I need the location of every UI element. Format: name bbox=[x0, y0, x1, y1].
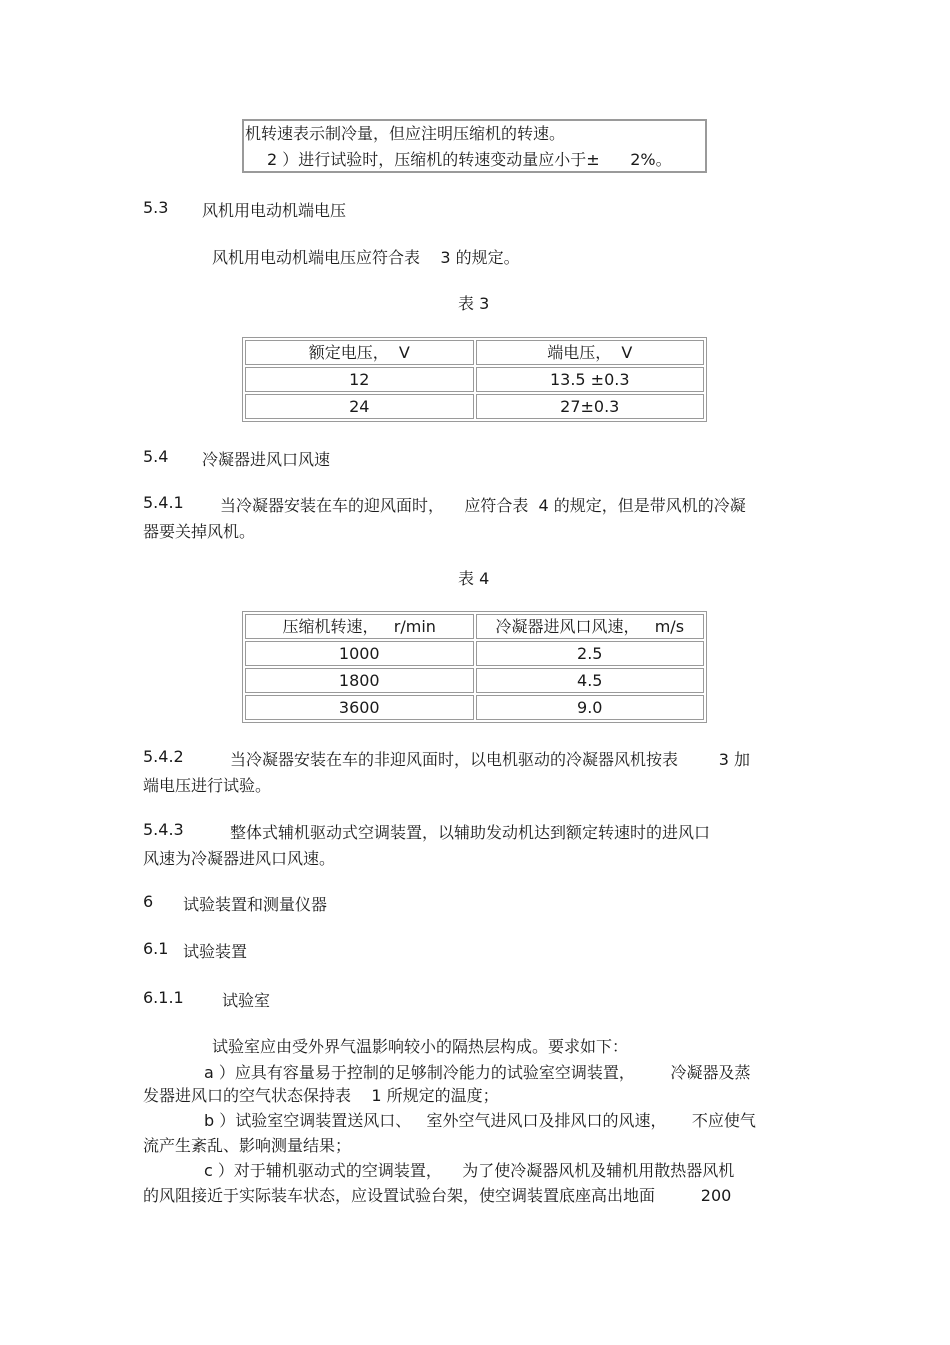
section-5-4-1-line-1: 当冷凝器安装在车的迎风面时， 应符合表 4 的规定，但是带风机的冷凝 bbox=[220, 496, 746, 515]
section-6-1-1-title: 试验室 bbox=[222, 991, 271, 1010]
table-4 bbox=[242, 611, 707, 723]
table-row bbox=[245, 695, 704, 720]
section-6-title: 试验装置和测量仪器 bbox=[183, 895, 328, 914]
table-row bbox=[245, 367, 704, 392]
table-row bbox=[245, 641, 704, 666]
section-5-4-1-line-2: 器要关掉风机。 bbox=[143, 522, 256, 541]
table-header-cell: 压缩机转速， r/min bbox=[245, 614, 474, 639]
section-6-1-1-number: 6.1.1 bbox=[143, 988, 184, 1007]
section-5-3-number: 5.3 bbox=[143, 198, 169, 217]
item-c-line-1: c ）对于辅机驱动式的空调装置， 为了使冷凝器风机及辅机用散热器风机 bbox=[204, 1161, 735, 1180]
section-5-3-title: 风机用电动机端电压 bbox=[202, 201, 347, 220]
table-3 bbox=[242, 337, 707, 422]
table-row bbox=[245, 340, 704, 365]
table-cell: 4.5 bbox=[476, 668, 705, 693]
table-header-cell: 额定电压， V bbox=[245, 340, 474, 365]
table-cell: 1800 bbox=[245, 668, 474, 693]
table-header-cell: 冷凝器进风口风速， m/s bbox=[476, 614, 705, 639]
item-b-line-2: 流产生紊乱、影响测量结果； bbox=[143, 1136, 352, 1155]
table-cell: 3600 bbox=[245, 695, 474, 720]
section-5-3-body: 风机用电动机端电压应符合表 3 的规定。 bbox=[212, 248, 520, 267]
item-b-line-1: b ）试验室空调装置送风口、 室外空气进风口及排风口的风速， 不应使气 bbox=[204, 1111, 756, 1130]
section-5-4-title: 冷凝器进风口风速 bbox=[202, 450, 331, 469]
table-row bbox=[245, 668, 704, 693]
section-5-4-3-line-2: 风速为冷凝器进风口风速。 bbox=[143, 849, 336, 868]
table-cell: 2.5 bbox=[476, 641, 705, 666]
section-5-4-1-number: 5.4.1 bbox=[143, 493, 184, 512]
table-cell: 9.0 bbox=[476, 695, 705, 720]
section-5-4-3-line-1: 整体式辅机驱动式空调装置，以辅助发动机达到额定转速时的进风口 bbox=[230, 823, 711, 842]
item-a-line-2: 发器进风口的空气状态保持表 1 所规定的温度； bbox=[143, 1086, 499, 1105]
table-cell: 24 bbox=[245, 394, 474, 419]
item-a-line-1: a ）应具有容量易于控制的足够制冷能力的试验室空调装置， 冷凝器及蒸 bbox=[204, 1063, 751, 1082]
section-6-number: 6 bbox=[143, 892, 154, 911]
section-6-1-number: 6.1 bbox=[143, 939, 169, 958]
table-cell: 1000 bbox=[245, 641, 474, 666]
section-5-4-2-line-2: 端电压进行试验。 bbox=[143, 776, 272, 795]
item-c-line-2: 的风阻接近于实际装车状态，应设置试验台架，使空调装置底座高出地面 200 bbox=[143, 1186, 732, 1205]
carry-over-line-1: 机转速表示制冷量，但应注明压缩机的转速。 bbox=[245, 124, 566, 143]
section-5-4-2-line-1: 当冷凝器安装在车的非迎风面时，以电机驱动的冷凝器风机按表 3 加 bbox=[230, 750, 750, 769]
section-5-4-3-number: 5.4.3 bbox=[143, 820, 184, 839]
section-5-4-number: 5.4 bbox=[143, 447, 169, 466]
section-6-1-title: 试验装置 bbox=[183, 942, 248, 961]
table-row bbox=[245, 394, 704, 419]
table-header-cell: 端电压， V bbox=[476, 340, 705, 365]
table-cell: 12 bbox=[245, 367, 474, 392]
table-cell: 27±0.3 bbox=[476, 394, 705, 419]
table-3-caption: 表 3 bbox=[458, 294, 490, 313]
section-5-4-2-number: 5.4.2 bbox=[143, 747, 184, 766]
table-4-caption: 表 4 bbox=[458, 569, 490, 588]
table-cell: 13.5 ±0.3 bbox=[476, 367, 705, 392]
carry-over-line-2: 2 ）进行试验时，压缩机的转速变动量应小于± 2%。 bbox=[267, 150, 672, 169]
table-row bbox=[245, 614, 704, 639]
body-intro: 试验室应由受外界气温影响较小的隔热层构成。要求如下： bbox=[212, 1037, 629, 1056]
